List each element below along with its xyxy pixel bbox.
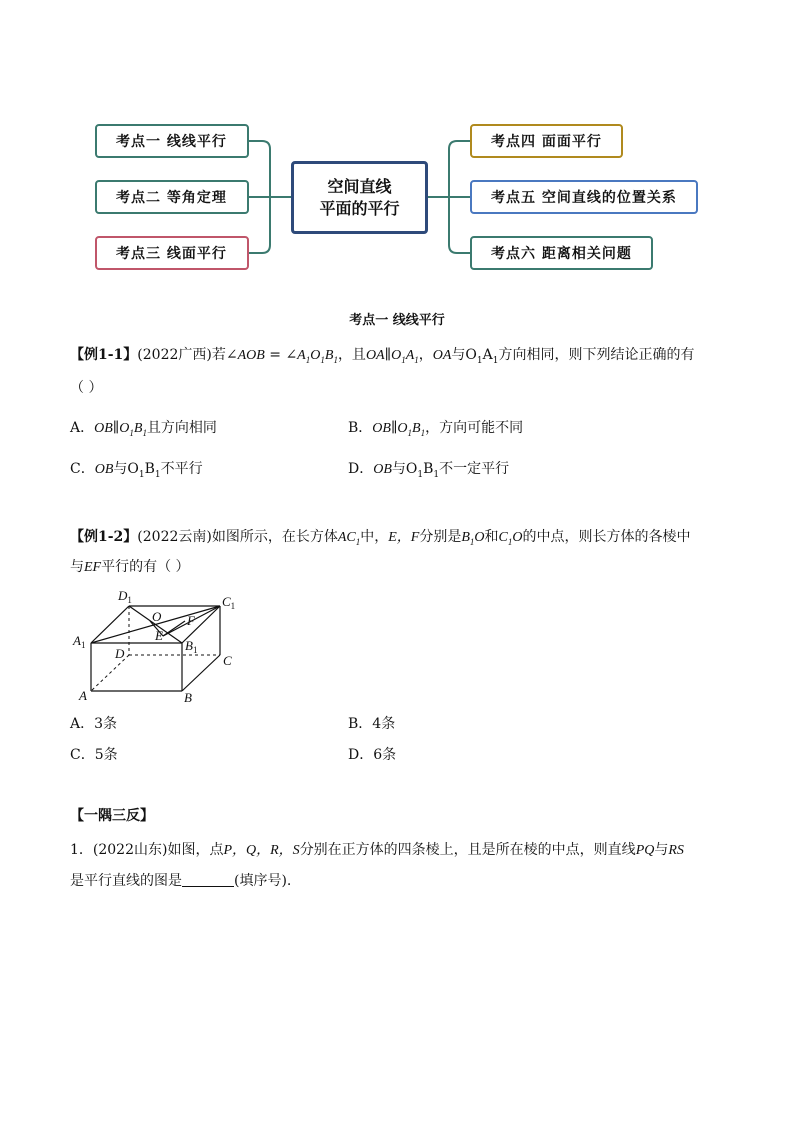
option-b: B．4条 — [348, 716, 396, 732]
topic-node-3: 考点三 线面平行 — [95, 236, 249, 270]
label-a: A — [79, 688, 87, 703]
math-ac1: $AC_1$ — [337, 530, 361, 547]
topic-node-5: 考点五 空间直线的位置关系 — [470, 180, 698, 214]
topic-node-6: 考点六 距离相关问题 — [470, 236, 653, 270]
math-text: B — [461, 530, 470, 545]
text: 平行的有（ ） — [101, 559, 190, 575]
math-ob: OB — [94, 462, 114, 477]
option-label: A． — [70, 420, 95, 436]
topic-node-2: 考点二 等角定理 — [95, 180, 249, 214]
option-label: C． — [70, 461, 95, 477]
mind-map — [0, 0, 794, 300]
label-d: D — [115, 646, 125, 661]
math-text: ∠A — [285, 348, 306, 363]
text: 与$O_1A_1$ — [451, 347, 499, 366]
answer-blank[interactable] — [182, 872, 234, 887]
math-o1b1: $O_1B_1$ — [405, 461, 440, 480]
example-1-1-stem — [70, 345, 695, 371]
math-ob-parallel: $OB\parallel O_1B_1$ — [94, 421, 147, 438]
math-pq: PQ — [635, 843, 655, 858]
practice-question-1 — [70, 840, 684, 861]
section-title: 考点一 线线平行 — [349, 313, 445, 328]
text: 若 — [211, 347, 226, 363]
topic-node-1: 考点一 线线平行 — [95, 124, 249, 158]
answer-paren: （ ） — [70, 380, 103, 396]
example-source: (2022广西) — [137, 347, 212, 363]
text: 与 — [70, 559, 84, 575]
option-c: C．OB与$O_1B_1$不平行 — [70, 461, 203, 480]
option-b — [348, 418, 523, 443]
equals-sign: = — [264, 347, 286, 363]
example-1-2-stem — [70, 527, 691, 552]
option-text: 且方向相同 — [146, 420, 217, 436]
center-topic-line1: 空间直线 — [327, 176, 392, 196]
math-text: C — [498, 530, 508, 545]
text: 方向相同，则下列结论正确的有 — [498, 347, 695, 363]
math-rs: RS — [668, 843, 684, 858]
math-angle-a1o1b1: $\angle A_1O_1B_1$ — [285, 348, 338, 365]
text: ， — [418, 347, 433, 363]
example-tag: 【例1-2】 — [70, 529, 138, 545]
edge-bc — [182, 655, 220, 691]
label-f: F — [187, 613, 195, 628]
text: ，且 — [337, 347, 366, 363]
math-text: AC — [337, 530, 356, 545]
math-ob-parallel: $OB\parallel O_1B_1$ — [372, 421, 426, 438]
option-d: D．OB与$O_1B_1$不一定平行 — [348, 461, 510, 480]
label-o: O — [152, 609, 162, 624]
text: 和 — [484, 529, 499, 545]
label-d1: $D_1$ — [118, 588, 132, 605]
math-oa: OA — [432, 348, 452, 363]
center-topic-line2: 平面的平行 — [319, 198, 400, 218]
topic-node-4: 考点四 面面平行 — [470, 124, 623, 158]
math-oa-parallel: $OA\parallel O_1A_1$ — [365, 348, 419, 365]
segment-e-f — [163, 621, 185, 636]
text: 1．(2022山东)如图，点 — [70, 842, 224, 858]
text: (填序号). — [234, 873, 292, 889]
example-1-2-stem-line2 — [70, 557, 190, 578]
label-e: E — [155, 628, 163, 643]
math-angle-aob: ∠AOB — [225, 348, 265, 363]
option-d: D．6条 — [348, 747, 397, 763]
option-text: ，方向可能不同 — [425, 420, 524, 436]
text: 是平行直线的图是 — [70, 873, 182, 889]
label-c: C — [223, 653, 232, 668]
option-c: C．5条 — [70, 747, 118, 763]
option-label: B． — [348, 420, 373, 436]
math-ef: E，F — [388, 530, 420, 545]
option-a: A．3条 — [70, 716, 118, 732]
math-ef: EF — [84, 560, 102, 575]
example-source: (2022云南) — [137, 529, 212, 545]
math-ob: OB — [373, 462, 392, 477]
math-o1b1: $O_1B_1$ — [127, 461, 161, 480]
text: 分别在正方体的四条棱上，且是所在棱的中点，则直线 — [299, 842, 636, 858]
text: 的中点，则长方体的各棱中 — [522, 529, 691, 545]
example-tag: 【例1-1】 — [70, 347, 138, 363]
label-b1: $B_1$ — [185, 638, 198, 655]
option-text: 不一定平行 — [439, 461, 510, 477]
practice-question-1-line2 — [70, 871, 291, 891]
option-label: D． — [348, 461, 374, 477]
text: 分别是 — [419, 529, 462, 545]
center-topic-node — [291, 161, 428, 234]
math-points: P，Q，R，S — [223, 843, 300, 858]
math-text: OA∥O — [365, 348, 402, 363]
label-a1: $A_1$ — [73, 633, 86, 650]
practice-heading: 【一隅三反】 — [70, 808, 154, 824]
text: 与 — [654, 842, 669, 858]
label-c1: $C_1$ — [222, 594, 236, 611]
option-text: 不平行 — [160, 461, 203, 477]
label-b: B — [184, 690, 192, 705]
text: 如图所示，在长方体 — [211, 529, 338, 545]
math-c1o: $C_1O$ — [498, 530, 523, 547]
text: 中， — [360, 529, 389, 545]
cuboid-figure — [70, 588, 250, 710]
math-b1o: $B_1O$ — [461, 530, 485, 547]
text: 与O — [451, 347, 477, 363]
option-a — [70, 418, 217, 443]
